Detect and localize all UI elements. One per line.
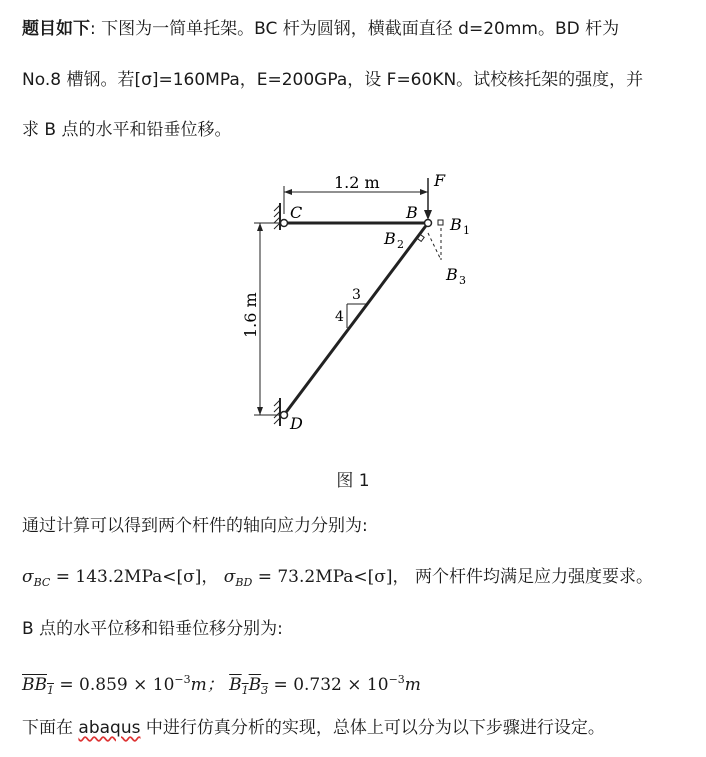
problem-text-1: 下图为一简单托架。BC 杆为圆钢，横截面直径 d=20mm。BD 杆为	[101, 19, 620, 39]
b1b3-exp: −3	[388, 673, 405, 686]
bracket-figure	[238, 168, 498, 448]
slope-label-4: 4	[335, 309, 344, 325]
label-f: F	[434, 171, 446, 190]
label-b3: B	[446, 265, 458, 284]
problem-colon: :	[90, 19, 96, 39]
label-c: C	[290, 203, 303, 222]
label-b2: B	[384, 229, 396, 248]
pin-d	[281, 412, 288, 419]
sigma-bc: σ	[22, 567, 34, 587]
label-b3-sub: 3	[459, 274, 466, 287]
dim-top-label: 1.2 m	[334, 173, 380, 192]
sigma-bd-sub: BD	[235, 576, 253, 589]
dim-arrow-right	[420, 189, 428, 195]
b1b3-value: = 0.732 × 10	[268, 675, 389, 695]
bb1-unit: m；	[190, 675, 224, 695]
disp-intro: B 点的水平位移和铅垂位移分别为:	[22, 619, 283, 639]
slope-label-3: 3	[352, 287, 361, 303]
stress-intro: 通过计算可以得到两个杆件的轴向应力分别为:	[22, 516, 368, 536]
final-before: 下面在	[22, 718, 79, 738]
figure-caption: 图 1	[336, 471, 370, 491]
bb1-value: = 0.859 × 10	[54, 675, 175, 695]
force-f-arrow	[424, 210, 432, 220]
final-after: 中进行仿真分析的实现，总体上可以分为以下步骤进行设定。	[140, 718, 605, 738]
stress-line	[22, 565, 692, 595]
label-d: D	[290, 414, 303, 433]
disp-line	[22, 668, 692, 703]
dim-arrow-bottom	[257, 407, 263, 415]
b1b3-unit: m	[404, 675, 421, 695]
final-line	[22, 716, 692, 740]
dash-b2-b3	[428, 233, 441, 260]
label-b1-sub: 1	[463, 224, 470, 237]
label-b2-sub: 2	[397, 238, 404, 251]
stress-conclusion: 两个杆件均满足应力强度要求。	[414, 567, 653, 587]
pin-b	[425, 220, 432, 227]
dim-left-label: 1.6 m	[241, 292, 260, 338]
problem-line-1	[22, 17, 692, 41]
sigma-bd-value: = 73.2MPa<[σ]，	[252, 567, 410, 587]
abaqus-word: abaqus	[78, 718, 141, 738]
sigma-bd: σ	[223, 567, 236, 587]
bb1-exp: −3	[174, 673, 191, 686]
b1b3-symbol: $B_1B_3$	[229, 675, 269, 697]
marker-b1	[438, 220, 443, 225]
bar-bd	[284, 223, 428, 415]
problem-label: 题目如下	[22, 19, 90, 39]
pin-c	[281, 220, 288, 227]
label-b: B	[406, 203, 418, 222]
problem-line-3: 求 B 点的水平和铅垂位移。	[22, 120, 232, 140]
bb1-symbol: $BB_1$	[22, 675, 54, 697]
sigma-bc-value: = 143.2MPa<[σ]，	[50, 567, 219, 587]
dim-arrow-left	[284, 189, 292, 195]
bracket-diagram	[238, 168, 498, 448]
dim-arrow-top	[257, 223, 263, 231]
problem-line-2: No.8 槽钢。若[σ]=160MPa，E=200GPa，设 F=60KN。试校核托架的强度，并	[22, 70, 644, 90]
sigma-bc-sub: BC	[33, 576, 51, 589]
label-b1: B	[450, 215, 462, 234]
